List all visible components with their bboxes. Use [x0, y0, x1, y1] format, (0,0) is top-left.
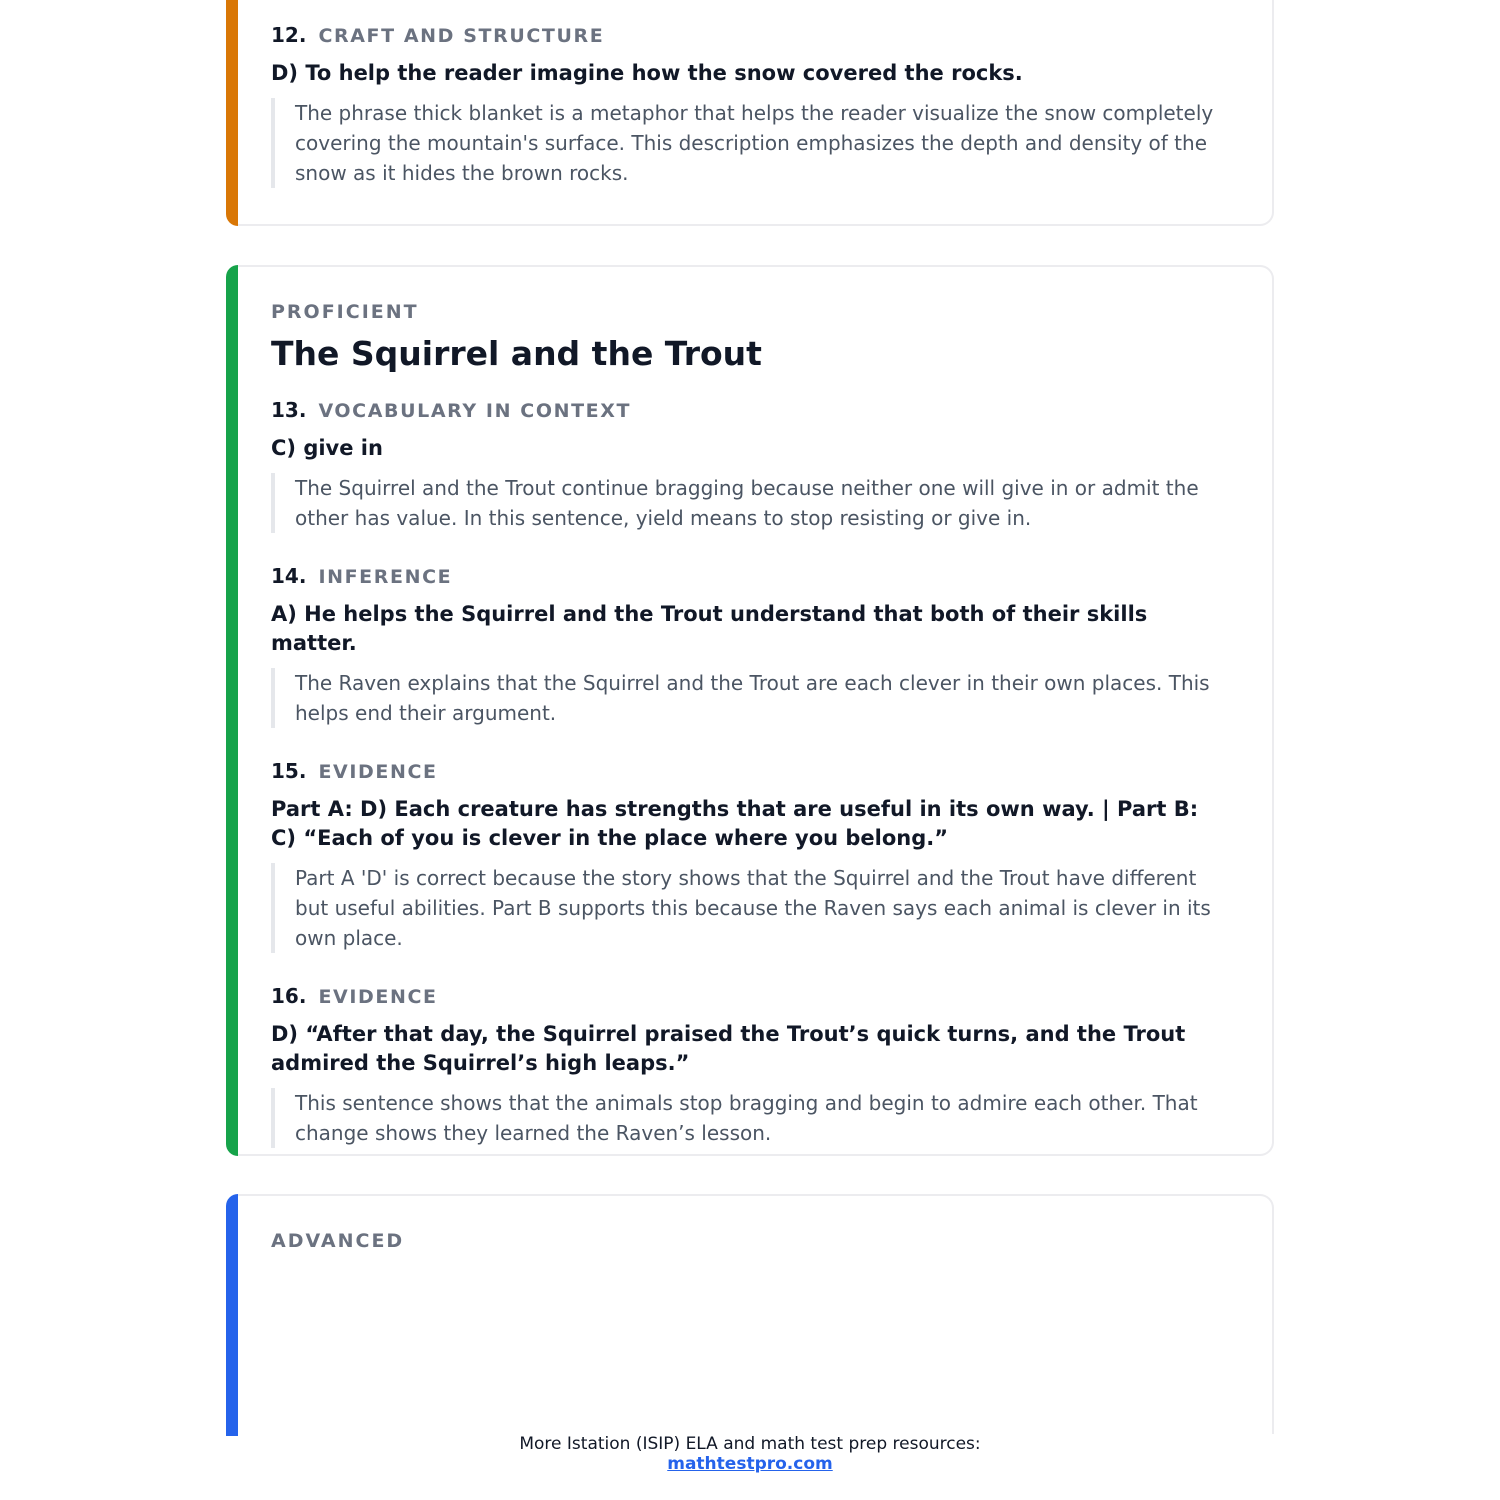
- answer-explanation: This sentence shows that the animals stop bragging and begin to admire each other. That change shows they learned the Raven’s lesson.: [271, 1088, 1228, 1148]
- footer: [0, 1434, 1500, 1474]
- answer-explanation: The phrase thick blanket is a metaphor that helps the reader visualize the snow completely covering the mountain's surface. This description emphasizes the depth and density of the snow as it hides the brown rocks.: [271, 98, 1228, 188]
- question-item-12: [271, 22, 1228, 188]
- question-item-16: [271, 983, 1228, 1148]
- passage-title: The Squirrel and the Trout: [271, 334, 762, 373]
- question-category: INFERENCE: [318, 566, 453, 588]
- passage-card-proficient: [226, 265, 1274, 1156]
- answer-explanation: Part A 'D' is correct because the story shows that the Squirrel and the Trout have different but useful abilities. Part B supports this because the Raven says each animal is clever in its own place.: [271, 863, 1228, 953]
- question-number: 12.: [271, 23, 307, 47]
- question-item-15: [271, 758, 1228, 953]
- correct-answer: Part A: D) Each creature has strengths that are useful in its own way. | Part B: C) “Each of you is clever in the place where you belong.”: [271, 797, 1199, 850]
- question-number: 13.: [271, 398, 307, 422]
- correct-answer: C) give in: [271, 436, 383, 460]
- correct-answer: D) To help the reader imagine how the snow covered the rocks.: [271, 61, 1023, 85]
- question-category: EVIDENCE: [318, 761, 438, 783]
- footer-link[interactable]: mathtestpro.com: [667, 1454, 833, 1474]
- question-number: 16.: [271, 984, 307, 1008]
- question-card-craft: [226, 0, 1274, 226]
- correct-answer: D) “After that day, the Squirrel praised the Trout’s quick turns, and the Trout admired the Squirrel’s high leaps.”: [271, 1022, 1186, 1075]
- footer-text: More Istation (ISIP) ELA and math test prep resources:: [519, 1434, 981, 1454]
- passage-card-advanced: [226, 1194, 1274, 1434]
- question-number: 15.: [271, 759, 307, 783]
- question-category: EVIDENCE: [318, 986, 438, 1008]
- question-category: CRAFT AND STRUCTURE: [318, 25, 605, 47]
- question-category: VOCABULARY IN CONTEXT: [318, 400, 632, 422]
- level-label: PROFICIENT: [271, 301, 419, 323]
- question-number: 14.: [271, 564, 307, 588]
- question-item-14: [271, 563, 1228, 728]
- correct-answer: A) He helps the Squirrel and the Trout understand that both of their skills matter.: [271, 602, 1148, 655]
- answer-explanation: The Raven explains that the Squirrel and the Trout are each clever in their own places. This helps end their argument.: [271, 668, 1228, 728]
- question-item-13: [271, 397, 1228, 533]
- answer-explanation: The Squirrel and the Trout continue bragging because neither one will give in or admit the other has value. In this sentence, yield means to stop resisting or give in.: [271, 473, 1228, 533]
- level-label: ADVANCED: [271, 1230, 405, 1252]
